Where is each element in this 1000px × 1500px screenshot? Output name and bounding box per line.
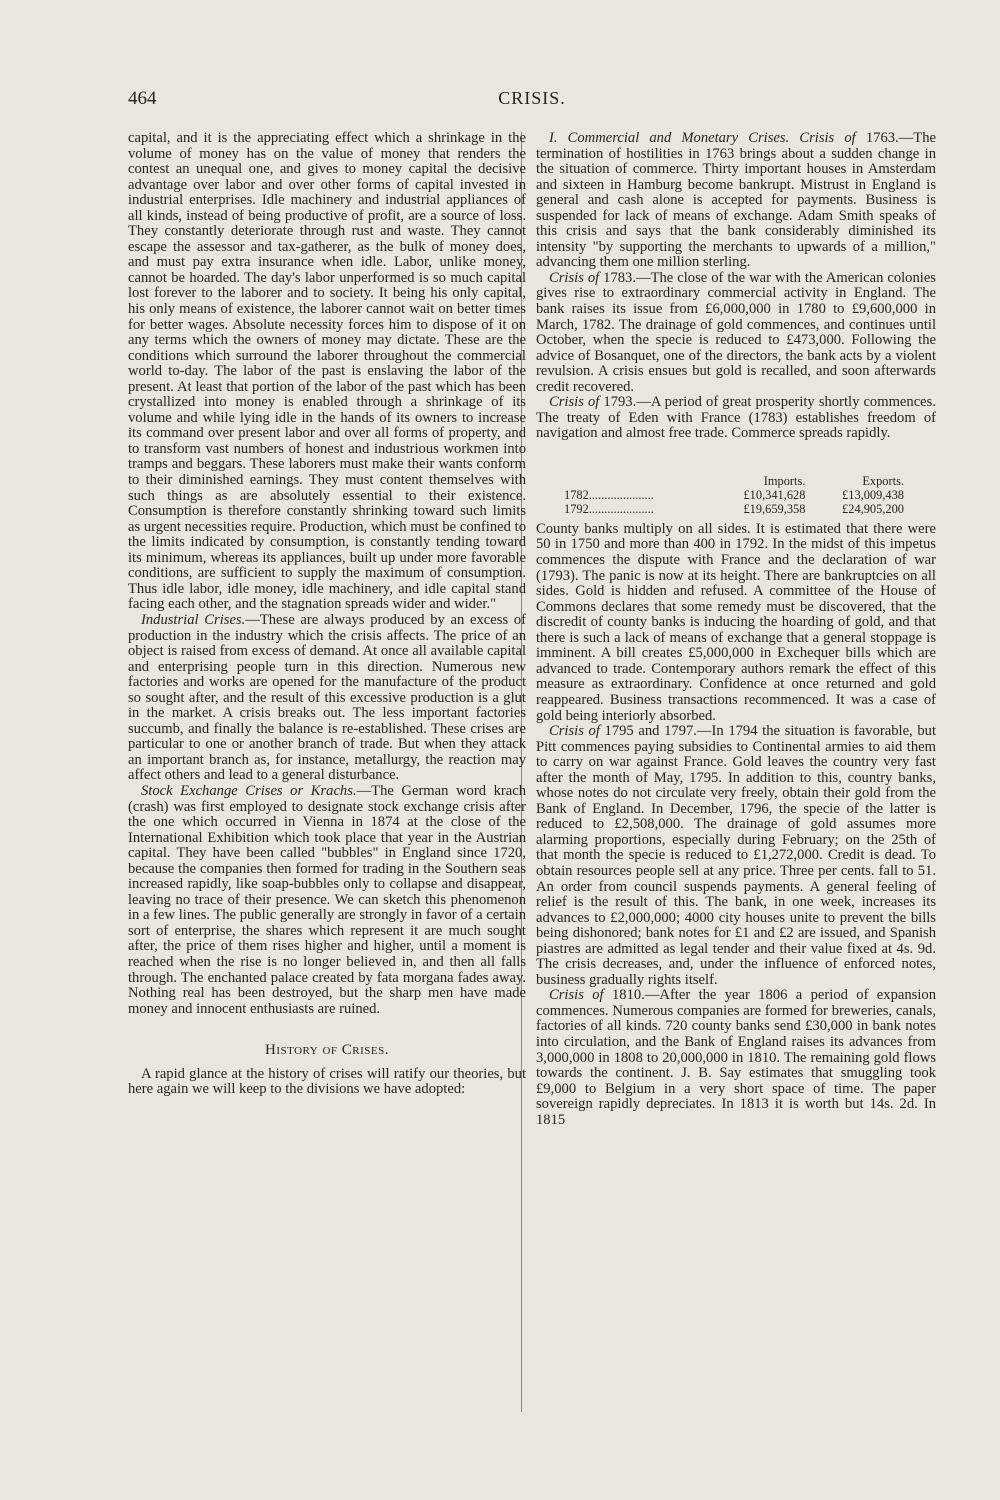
- paragraph: capital, and it is the appreciating effect which a shrinkage in the volume of money has on the value of money that renders the contest an unequal one, and gives to money capital the decisive advantage over labor and over other forms of capital invested in industrial enterprises. Idle machinery and industrial appliances of all kinds, instead of being productive of profit, are a source of loss. They constantly deteriorate through rust and waste. They cannot escape the assessor and tax-gatherer, as the bulk of money does, and must pay extra insurance when idle. Labor, unlike money, cannot be hoarded. The day's labor unperformed is so much capital lost forever to the laborer and to society. It being his only capital, his only means of existence, the laborer cannot wait on better times for better wages. Absolute necessity forces him to dispose of it on any terms which the owners of money may dictate. These are the conditions which surround the laborer throughout the commercial world to-day. The labor of the past is enslaving the labor of the present. At least that portion of the labor of the past which has been crystallized into money is enabled through a shrinkage of its volume and while lying idle in the hands of its owners to increase its command over present labor and over all forms of property, and to transform vast numbers of honest and industrious workmen into tramps and beggars. These laborers must make their wants conform to their diminished earnings. They must content themselves with such things as are absolutely essential to their existence. Consumption is therefore constantly shrinking toward such limits as urgent necessities require. Production, which must be confined to the limits indicated by consumption, is constantly tending toward its minimum, whereas its appliances, built up under more favorable conditions, are sufficient to supply the maximum of consumption. Thus idle labor, idle money, idle machinery, and idle capital stand facing each other, and the stagnation spreads wider and wider.": [128, 130, 526, 613]
- section-lead: Crisis of: [549, 394, 600, 411]
- section-lead: Industrial Crises.: [141, 611, 246, 628]
- table-header-blank: [564, 474, 707, 488]
- table-cell-year: 1792.....................: [564, 501, 654, 516]
- section-lead: Crisis of: [549, 269, 600, 286]
- section-lead: I. Commercial and Monetary Crises. Crisis of: [549, 130, 856, 146]
- table-cell-exports: £13,009,438: [842, 487, 904, 502]
- page-header: [128, 88, 936, 118]
- paragraph: [536, 395, 936, 442]
- paragraph-text: —These are always produced by an excess of production in the industry which the crisis affects. The price of an object is raised from excess of demand. At once all available capital and enterprising people turn in this direction. Numerous new factories and works are opened for the manufacture of the product so sought after, and the result of this excessive production is a glut in the market. A crisis breaks out. The less important factories succumb, and finally the balance is re-established. These crises are particular to one or another branch of trade. But when they attack an important branch as, for instance, metallurgy, the reaction may affect others and lead to a general disturbance.: [128, 611, 526, 784]
- table-cell-imports: £10,341,628: [743, 487, 806, 502]
- paragraph-text: 1795 and 1797.—In 1794 the situation is favorable, but Pitt commences paying subsidies to Continental armies to aid them to carry on war against France. Gold leaves the country very fast after the month of May, 1795. In addition to this, country banks, whose notes do not circulate very freely, obtain their gold from the Bank of England. In December, 1796, the specie of the latter is reduced to £2,508,000. The drainage of gold assumes more alarming proportions, especially during February; on the 25th of that month the specie is reduced to £1,272,000. Credit is dead. To obtain resources people sell at any price. Three per cents. fall to 51. An order from council suspends payments. A general feeling of relief is the result of this. The bank, in one week, increases its advances to £2,000,000; 4000 city houses unite to prevent the bills being dishonored; bank notes for £1 and £2 are issued, and Spanish piastres are admitted as legal tender and their value fixed at 4s. 9d. The crisis decreases, and, under the influence of enforced notes, business gradually rights itself.: [536, 723, 936, 988]
- paragraph: County banks multiply on all sides. It is estimated that there were 50 in 1750 and more than 400 in 1792. In the midst of this impetus commences the dispute with France and the declaration of war (1793). The panic is now at its height. There are bankruptcies on all sides. Gold is hidden and refused. A committee of the House of Commons declares that some remedy must be discovered, that the discredit of county banks is inducing the hoarding of gold, and that there is such a lack of means of exchange that a general stoppage is imminent. A bill creates £5,000,000 in Exchequer bills which are advanced to trade. Contemporary authors remark the effect of this measure as extraordinary. Confidence at once returned and gold reappeared. Business transactions recommenced. It was a case of gold being interiorly absorbed.: [536, 520, 936, 724]
- table-header-exports: Exports.: [862, 473, 904, 488]
- table-cell-imports: £19,659,358: [743, 501, 806, 516]
- section-lead: Crisis of: [549, 723, 600, 740]
- right-column: [536, 131, 936, 1128]
- table-header-imports: Imports.: [763, 473, 806, 488]
- table-header-row: [564, 474, 904, 488]
- section-heading: History of Crises.: [264, 1042, 390, 1059]
- table-cell-year: 1782.....................: [564, 487, 654, 502]
- paragraph: [536, 271, 936, 395]
- paragraph: [536, 988, 936, 1128]
- paragraph: [128, 784, 526, 1017]
- table-row: [564, 488, 904, 502]
- table-row: [564, 502, 904, 516]
- paragraph-text: 1793.—A period of great prosperity shortly commences. The treaty of Eden with France (1783) establishes freedom of navigation and almost free trade. Commerce spreads rapidly.: [536, 394, 936, 442]
- page-number: 464: [128, 88, 157, 109]
- trade-table: [564, 474, 904, 516]
- paragraph-text: 1783.—The close of the war with the American colonies gives rise to extraordinary commercial activity in England. The bank raises its issue from £6,000,000 in 1780 to £9,600,000 in March, 1782. The drainage of gold commences, and continues until October, when the specie is reduced to £473,000. Following the advice of Bosanquet, one of the directors, the bank acts by a violent revulsion. A crisis ensues but gold is recalled, and soon afterwards credit recovered.: [536, 269, 936, 395]
- running-title: CRISIS.: [498, 88, 566, 108]
- table-cell-exports: £24,905,200: [842, 501, 904, 516]
- paragraph: [536, 724, 936, 988]
- left-column: [128, 131, 526, 1098]
- paragraph-text: 1810.—After the year 1806 a period of expansion commences. Numerous companies are formed for breweries, canals, factories of all kinds. 720 county banks send £30,000 in bank notes into circulation, and the Bank of England raises its advances from 3,000,000 in 1808 to 20,000,000 in 1810. The remaining gold flows towards the continent. J. B. Say estimates that smuggling took £9,000 to Belgium in a very short space of time. The paper sovereign rapidly depreciates. In 1813 it is worth but 14s. 2d. In 1815: [536, 987, 936, 1128]
- section-lead: Stock Exchange Crises or Krachs.: [141, 782, 357, 799]
- paragraph-text: —The German word krach (crash) was first employed to designate stock exchange crisis after the one which occurred in Vienna in 1874 at the close of the International Exhibition which took place that year in the Austrian capital. They have been called "bubbles" in England since 1720, because the companies then formed for trading in the Southern seas increased rapidly, like soap-bubbles only to collapse and disappear, leaving no trace of their presence. We can sketch this phenomenon in a few lines. The public generally are strongly in favor of a certain sort of enterprise, the shares which represent it are much sought after, the price of them rises higher and higher, until a moment is reached when the rise is no longer believed in, and then all falls through. The enchanted palace created by fata morgana fades away. Nothing real has been destroyed, but the sharp men have made money and innocent enthusiasts are ruined.: [128, 782, 526, 1017]
- paragraph: [128, 613, 526, 784]
- paragraph: A rapid glance at the history of crises will ratify our theories, but here again we will keep to the divisions we have adopted:: [128, 1065, 526, 1098]
- section-lead: Crisis of: [549, 987, 604, 1004]
- paragraph: [536, 131, 936, 271]
- paragraph-text: 1763.—The termination of hostilities in 1763 brings about a sudden change in the situation of commerce. Thirty important houses in Amsterdam and sixteen in Hamburg become bankrupt. Mistrust in England is general and cash alone is accepted for payments. Business is suspended for lack of means of exchange. Adam Smith speaks of this crisis and says that the bank considerably diminished its intensity "by supporting the merchants to upwards of a million," advancing them one million sterling.: [536, 130, 936, 271]
